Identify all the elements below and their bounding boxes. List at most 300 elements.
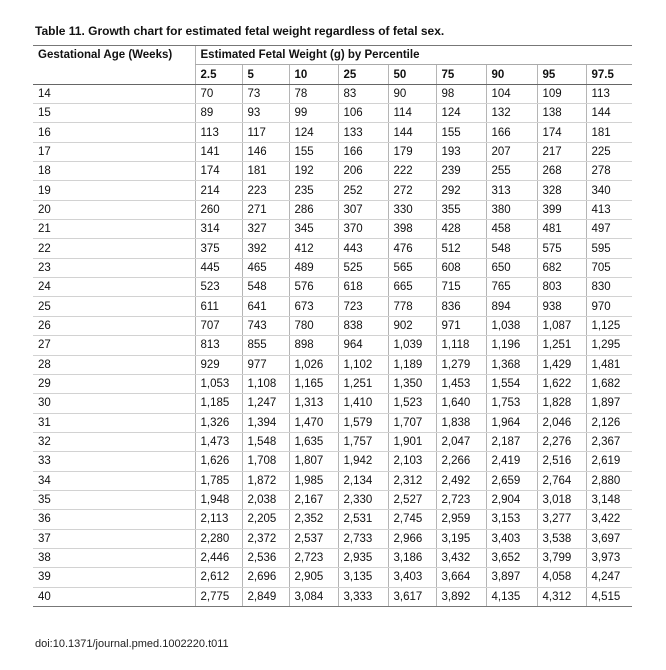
- table-row: [33, 316, 632, 335]
- weight-cell: 1,622: [537, 374, 586, 393]
- table-row: [33, 104, 632, 123]
- weight-cell: 2,531: [338, 510, 388, 529]
- weight-cell: 4,135: [486, 587, 537, 606]
- weight-cell: 3,617: [388, 587, 436, 606]
- weight-cell: 765: [486, 278, 537, 297]
- weight-cell: 705: [586, 258, 632, 277]
- weight-cell: 1,948: [195, 490, 242, 509]
- weight-cell: 4,058: [537, 568, 586, 587]
- header-percentile: 10: [289, 65, 338, 84]
- weight-cell: 618: [338, 278, 388, 297]
- row-week-cell: 21: [33, 220, 195, 239]
- weight-cell: 3,973: [586, 548, 632, 567]
- weight-cell: 2,537: [289, 529, 338, 548]
- weight-cell: 673: [289, 297, 338, 316]
- weight-cell: 3,195: [436, 529, 486, 548]
- header-percentile: 75: [436, 65, 486, 84]
- weight-cell: 707: [195, 316, 242, 335]
- header-percentile: 2.5: [195, 65, 242, 84]
- weight-cell: 970: [586, 297, 632, 316]
- weight-cell: 78: [289, 84, 338, 103]
- row-week-cell: 23: [33, 258, 195, 277]
- weight-cell: 93: [242, 104, 289, 123]
- weight-cell: 3,432: [436, 548, 486, 567]
- weight-cell: 2,723: [289, 548, 338, 567]
- weight-cell: 964: [338, 336, 388, 355]
- weight-cell: 3,664: [436, 568, 486, 587]
- table-row: [33, 490, 632, 509]
- weight-cell: 1,102: [338, 355, 388, 374]
- weight-cell: 1,785: [195, 471, 242, 490]
- weight-cell: 2,733: [338, 529, 388, 548]
- weight-cell: 682: [537, 258, 586, 277]
- row-week-cell: 17: [33, 142, 195, 161]
- weight-cell: 2,446: [195, 548, 242, 567]
- weight-cell: 1,039: [388, 336, 436, 355]
- weight-cell: 83: [338, 84, 388, 103]
- weight-cell: 1,429: [537, 355, 586, 374]
- weight-cell: 2,167: [289, 490, 338, 509]
- weight-cell: 3,186: [388, 548, 436, 567]
- weight-cell: 141: [195, 142, 242, 161]
- weight-cell: 2,367: [586, 432, 632, 451]
- weight-cell: 2,047: [436, 432, 486, 451]
- row-week-cell: 33: [33, 452, 195, 471]
- weight-cell: 2,280: [195, 529, 242, 548]
- weight-cell: 286: [289, 200, 338, 219]
- weight-cell: 4,247: [586, 568, 632, 587]
- row-week-cell: 36: [33, 510, 195, 529]
- weight-cell: 1,326: [195, 413, 242, 432]
- weight-cell: 1,350: [388, 374, 436, 393]
- weight-cell: 665: [388, 278, 436, 297]
- row-week-cell: 28: [33, 355, 195, 374]
- weight-cell: 780: [289, 316, 338, 335]
- table-row: [33, 548, 632, 567]
- weight-cell: 144: [388, 123, 436, 142]
- weight-cell: 1,554: [486, 374, 537, 393]
- row-week-cell: 22: [33, 239, 195, 258]
- weight-cell: 166: [338, 142, 388, 161]
- weight-cell: 1,026: [289, 355, 338, 374]
- weight-cell: 399: [537, 200, 586, 219]
- weight-cell: 1,985: [289, 471, 338, 490]
- weight-cell: 1,481: [586, 355, 632, 374]
- weight-cell: 1,470: [289, 413, 338, 432]
- weight-cell: 3,084: [289, 587, 338, 606]
- weight-cell: 412: [289, 239, 338, 258]
- weight-cell: 3,333: [338, 587, 388, 606]
- weight-cell: 1,038: [486, 316, 537, 335]
- weight-cell: 3,277: [537, 510, 586, 529]
- weight-cell: 595: [586, 239, 632, 258]
- weight-cell: 192: [289, 162, 338, 181]
- table-row: [33, 278, 632, 297]
- weight-cell: 222: [388, 162, 436, 181]
- weight-cell: 2,612: [195, 568, 242, 587]
- weight-cell: 1,708: [242, 452, 289, 471]
- row-week-cell: 18: [33, 162, 195, 181]
- weight-cell: 898: [289, 336, 338, 355]
- header-percentile: 97.5: [586, 65, 632, 84]
- weight-cell: 271: [242, 200, 289, 219]
- row-week-cell: 31: [33, 413, 195, 432]
- weight-cell: 89: [195, 104, 242, 123]
- header-percentile-group: Estimated Fetal Weight (g) by Percentile: [195, 46, 632, 65]
- weight-cell: 3,403: [388, 568, 436, 587]
- weight-cell: 181: [586, 123, 632, 142]
- weight-cell: 2,126: [586, 413, 632, 432]
- weight-cell: 73: [242, 84, 289, 103]
- weight-cell: 252: [338, 181, 388, 200]
- header-percentile: 5: [242, 65, 289, 84]
- row-week-cell: 26: [33, 316, 195, 335]
- weight-cell: 894: [486, 297, 537, 316]
- weight-cell: 2,764: [537, 471, 586, 490]
- weight-cell: 155: [436, 123, 486, 142]
- row-week-cell: 14: [33, 84, 195, 103]
- weight-cell: 2,880: [586, 471, 632, 490]
- weight-cell: 314: [195, 220, 242, 239]
- weight-cell: 1,901: [388, 432, 436, 451]
- weight-cell: 124: [436, 104, 486, 123]
- weight-cell: 3,652: [486, 548, 537, 567]
- table-row: [33, 84, 632, 103]
- weight-cell: 1,872: [242, 471, 289, 490]
- weight-cell: 1,523: [388, 394, 436, 413]
- weight-cell: 2,134: [338, 471, 388, 490]
- table-row: [33, 239, 632, 258]
- weight-cell: 2,103: [388, 452, 436, 471]
- weight-cell: 70: [195, 84, 242, 103]
- row-week-cell: 32: [33, 432, 195, 451]
- weight-cell: 489: [289, 258, 338, 277]
- weight-cell: 181: [242, 162, 289, 181]
- weight-cell: 327: [242, 220, 289, 239]
- weight-cell: 548: [486, 239, 537, 258]
- weight-cell: 1,807: [289, 452, 338, 471]
- weight-cell: 380: [486, 200, 537, 219]
- weight-cell: 330: [388, 200, 436, 219]
- weight-cell: 1,640: [436, 394, 486, 413]
- weight-cell: 641: [242, 297, 289, 316]
- weight-cell: 2,696: [242, 568, 289, 587]
- weight-cell: 977: [242, 355, 289, 374]
- weight-cell: 836: [436, 297, 486, 316]
- weight-cell: 1,165: [289, 374, 338, 393]
- weight-cell: 1,394: [242, 413, 289, 432]
- weight-cell: 98: [436, 84, 486, 103]
- table-row: [33, 220, 632, 239]
- weight-cell: 1,682: [586, 374, 632, 393]
- table-body: [33, 84, 632, 606]
- weight-cell: 565: [388, 258, 436, 277]
- weight-cell: 174: [195, 162, 242, 181]
- weight-cell: 313: [486, 181, 537, 200]
- weight-cell: 1,108: [242, 374, 289, 393]
- weight-cell: 292: [436, 181, 486, 200]
- weight-cell: 4,312: [537, 587, 586, 606]
- row-week-cell: 37: [33, 529, 195, 548]
- weight-cell: 166: [486, 123, 537, 142]
- weight-cell: 2,723: [436, 490, 486, 509]
- weight-cell: 2,775: [195, 587, 242, 606]
- weight-cell: 1,942: [338, 452, 388, 471]
- table-row: [33, 200, 632, 219]
- weight-cell: 260: [195, 200, 242, 219]
- weight-cell: 3,153: [486, 510, 537, 529]
- weight-cell: 1,897: [586, 394, 632, 413]
- weight-cell: 99: [289, 104, 338, 123]
- row-week-cell: 38: [33, 548, 195, 567]
- header-percentile: 25: [338, 65, 388, 84]
- weight-cell: 217: [537, 142, 586, 161]
- weight-cell: 830: [586, 278, 632, 297]
- weight-cell: 1,251: [338, 374, 388, 393]
- weight-cell: 611: [195, 297, 242, 316]
- table-row: [33, 587, 632, 606]
- weight-cell: 3,799: [537, 548, 586, 567]
- weight-cell: 155: [289, 142, 338, 161]
- weight-cell: 512: [436, 239, 486, 258]
- weight-cell: 206: [338, 162, 388, 181]
- weight-cell: 307: [338, 200, 388, 219]
- weight-cell: 1,453: [436, 374, 486, 393]
- table-row: [33, 181, 632, 200]
- weight-cell: 133: [338, 123, 388, 142]
- weight-cell: 2,187: [486, 432, 537, 451]
- weight-cell: 1,828: [537, 394, 586, 413]
- weight-cell: 104: [486, 84, 537, 103]
- weight-cell: 223: [242, 181, 289, 200]
- weight-cell: 1,473: [195, 432, 242, 451]
- weight-cell: 255: [486, 162, 537, 181]
- table-row: [33, 142, 632, 161]
- row-week-cell: 25: [33, 297, 195, 316]
- row-week-cell: 16: [33, 123, 195, 142]
- weight-cell: 2,849: [242, 587, 289, 606]
- weight-cell: 2,745: [388, 510, 436, 529]
- weight-cell: 146: [242, 142, 289, 161]
- weight-cell: 2,619: [586, 452, 632, 471]
- weight-cell: 2,330: [338, 490, 388, 509]
- weight-cell: 1,757: [338, 432, 388, 451]
- weight-cell: 743: [242, 316, 289, 335]
- weight-cell: 497: [586, 220, 632, 239]
- weight-cell: 268: [537, 162, 586, 181]
- table-row: [33, 297, 632, 316]
- table-row: [33, 452, 632, 471]
- weight-cell: 1,251: [537, 336, 586, 355]
- table-row: [33, 123, 632, 142]
- weight-cell: 2,935: [338, 548, 388, 567]
- doi-footnote: doi:10.1371/journal.pmed.1002220.t011: [35, 638, 229, 650]
- weight-cell: 2,276: [537, 432, 586, 451]
- table-row: [33, 432, 632, 451]
- weight-cell: 445: [195, 258, 242, 277]
- header-percentile: 90: [486, 65, 537, 84]
- row-week-cell: 35: [33, 490, 195, 509]
- header-row-percentiles: [33, 65, 632, 84]
- weight-cell: 2,492: [436, 471, 486, 490]
- weight-cell: 650: [486, 258, 537, 277]
- weight-cell: 144: [586, 104, 632, 123]
- table-row: [33, 258, 632, 277]
- weight-cell: 239: [436, 162, 486, 181]
- weight-cell: 929: [195, 355, 242, 374]
- weight-cell: 138: [537, 104, 586, 123]
- weight-cell: 3,018: [537, 490, 586, 509]
- weight-cell: 575: [537, 239, 586, 258]
- weight-cell: 214: [195, 181, 242, 200]
- row-week-cell: 34: [33, 471, 195, 490]
- weight-cell: 902: [388, 316, 436, 335]
- row-week-cell: 29: [33, 374, 195, 393]
- weight-cell: 225: [586, 142, 632, 161]
- row-week-cell: 27: [33, 336, 195, 355]
- weight-cell: 398: [388, 220, 436, 239]
- weight-cell: 235: [289, 181, 338, 200]
- weight-cell: 2,959: [436, 510, 486, 529]
- table-caption: Table 11. Growth chart for estimated fetal weight regardless of fetal sex.: [35, 24, 445, 38]
- weight-cell: 2,527: [388, 490, 436, 509]
- weight-cell: 1,185: [195, 394, 242, 413]
- weight-cell: 2,905: [289, 568, 338, 587]
- weight-cell: 971: [436, 316, 486, 335]
- weight-cell: 1,707: [388, 413, 436, 432]
- weight-cell: 838: [338, 316, 388, 335]
- table-row: [33, 413, 632, 432]
- weight-cell: 1,753: [486, 394, 537, 413]
- weight-cell: 2,659: [486, 471, 537, 490]
- weight-cell: 481: [537, 220, 586, 239]
- weight-cell: 1,196: [486, 336, 537, 355]
- weight-cell: 1,053: [195, 374, 242, 393]
- header-row-group: [33, 46, 632, 65]
- weight-cell: 117: [242, 123, 289, 142]
- row-week-cell: 20: [33, 200, 195, 219]
- weight-cell: 124: [289, 123, 338, 142]
- weight-cell: 3,148: [586, 490, 632, 509]
- weight-cell: 2,419: [486, 452, 537, 471]
- weight-cell: 476: [388, 239, 436, 258]
- weight-cell: 1,410: [338, 394, 388, 413]
- weight-cell: 548: [242, 278, 289, 297]
- weight-cell: 525: [338, 258, 388, 277]
- weight-cell: 1,548: [242, 432, 289, 451]
- weight-cell: 1,125: [586, 316, 632, 335]
- weight-cell: 2,904: [486, 490, 537, 509]
- weight-cell: 132: [486, 104, 537, 123]
- weight-cell: 370: [338, 220, 388, 239]
- header-gestational-age: Gestational Age (Weeks): [33, 46, 195, 65]
- weight-cell: 608: [436, 258, 486, 277]
- weight-cell: 2,352: [289, 510, 338, 529]
- weight-cell: 207: [486, 142, 537, 161]
- weight-cell: 813: [195, 336, 242, 355]
- weight-cell: 1,279: [436, 355, 486, 374]
- header-age-blank: [33, 65, 195, 84]
- table-row: [33, 394, 632, 413]
- weight-cell: 2,966: [388, 529, 436, 548]
- row-week-cell: 15: [33, 104, 195, 123]
- table-row: [33, 510, 632, 529]
- weight-cell: 3,403: [486, 529, 537, 548]
- weight-cell: 278: [586, 162, 632, 181]
- weight-cell: 3,538: [537, 529, 586, 548]
- weight-cell: 174: [537, 123, 586, 142]
- weight-cell: 523: [195, 278, 242, 297]
- weight-cell: 4,515: [586, 587, 632, 606]
- table-row: [33, 336, 632, 355]
- weight-cell: 90: [388, 84, 436, 103]
- weight-cell: 413: [586, 200, 632, 219]
- weight-cell: 2,536: [242, 548, 289, 567]
- weight-cell: 723: [338, 297, 388, 316]
- header-percentile: 95: [537, 65, 586, 84]
- weight-cell: 355: [436, 200, 486, 219]
- weight-cell: 3,892: [436, 587, 486, 606]
- row-week-cell: 24: [33, 278, 195, 297]
- weight-cell: 179: [388, 142, 436, 161]
- weight-cell: 2,516: [537, 452, 586, 471]
- table-row: [33, 568, 632, 587]
- weight-cell: 1,838: [436, 413, 486, 432]
- weight-cell: 3,897: [486, 568, 537, 587]
- weight-cell: 855: [242, 336, 289, 355]
- weight-cell: 778: [388, 297, 436, 316]
- table-row: [33, 529, 632, 548]
- table-row: [33, 471, 632, 490]
- weight-cell: 1,579: [338, 413, 388, 432]
- weight-cell: 3,135: [338, 568, 388, 587]
- weight-cell: 1,635: [289, 432, 338, 451]
- row-week-cell: 39: [33, 568, 195, 587]
- row-week-cell: 30: [33, 394, 195, 413]
- weight-cell: 1,964: [486, 413, 537, 432]
- weight-cell: 458: [486, 220, 537, 239]
- weight-cell: 2,312: [388, 471, 436, 490]
- weight-cell: 109: [537, 84, 586, 103]
- weight-cell: 2,046: [537, 413, 586, 432]
- weight-cell: 3,697: [586, 529, 632, 548]
- weight-cell: 2,038: [242, 490, 289, 509]
- weight-cell: 113: [195, 123, 242, 142]
- weight-cell: 1,626: [195, 452, 242, 471]
- weight-cell: 375: [195, 239, 242, 258]
- weight-cell: 2,372: [242, 529, 289, 548]
- row-week-cell: 19: [33, 181, 195, 200]
- table-row: [33, 162, 632, 181]
- weight-cell: 1,247: [242, 394, 289, 413]
- weight-cell: 1,118: [436, 336, 486, 355]
- weight-cell: 392: [242, 239, 289, 258]
- weight-cell: 465: [242, 258, 289, 277]
- weight-cell: 428: [436, 220, 486, 239]
- weight-cell: 2,266: [436, 452, 486, 471]
- weight-cell: 328: [537, 181, 586, 200]
- weight-cell: 715: [436, 278, 486, 297]
- fetal-weight-table: [33, 45, 632, 607]
- weight-cell: 443: [338, 239, 388, 258]
- weight-cell: 345: [289, 220, 338, 239]
- table-row: [33, 374, 632, 393]
- weight-cell: 272: [388, 181, 436, 200]
- weight-cell: 113: [586, 84, 632, 103]
- header-percentile: 50: [388, 65, 436, 84]
- weight-cell: 1,295: [586, 336, 632, 355]
- weight-cell: 938: [537, 297, 586, 316]
